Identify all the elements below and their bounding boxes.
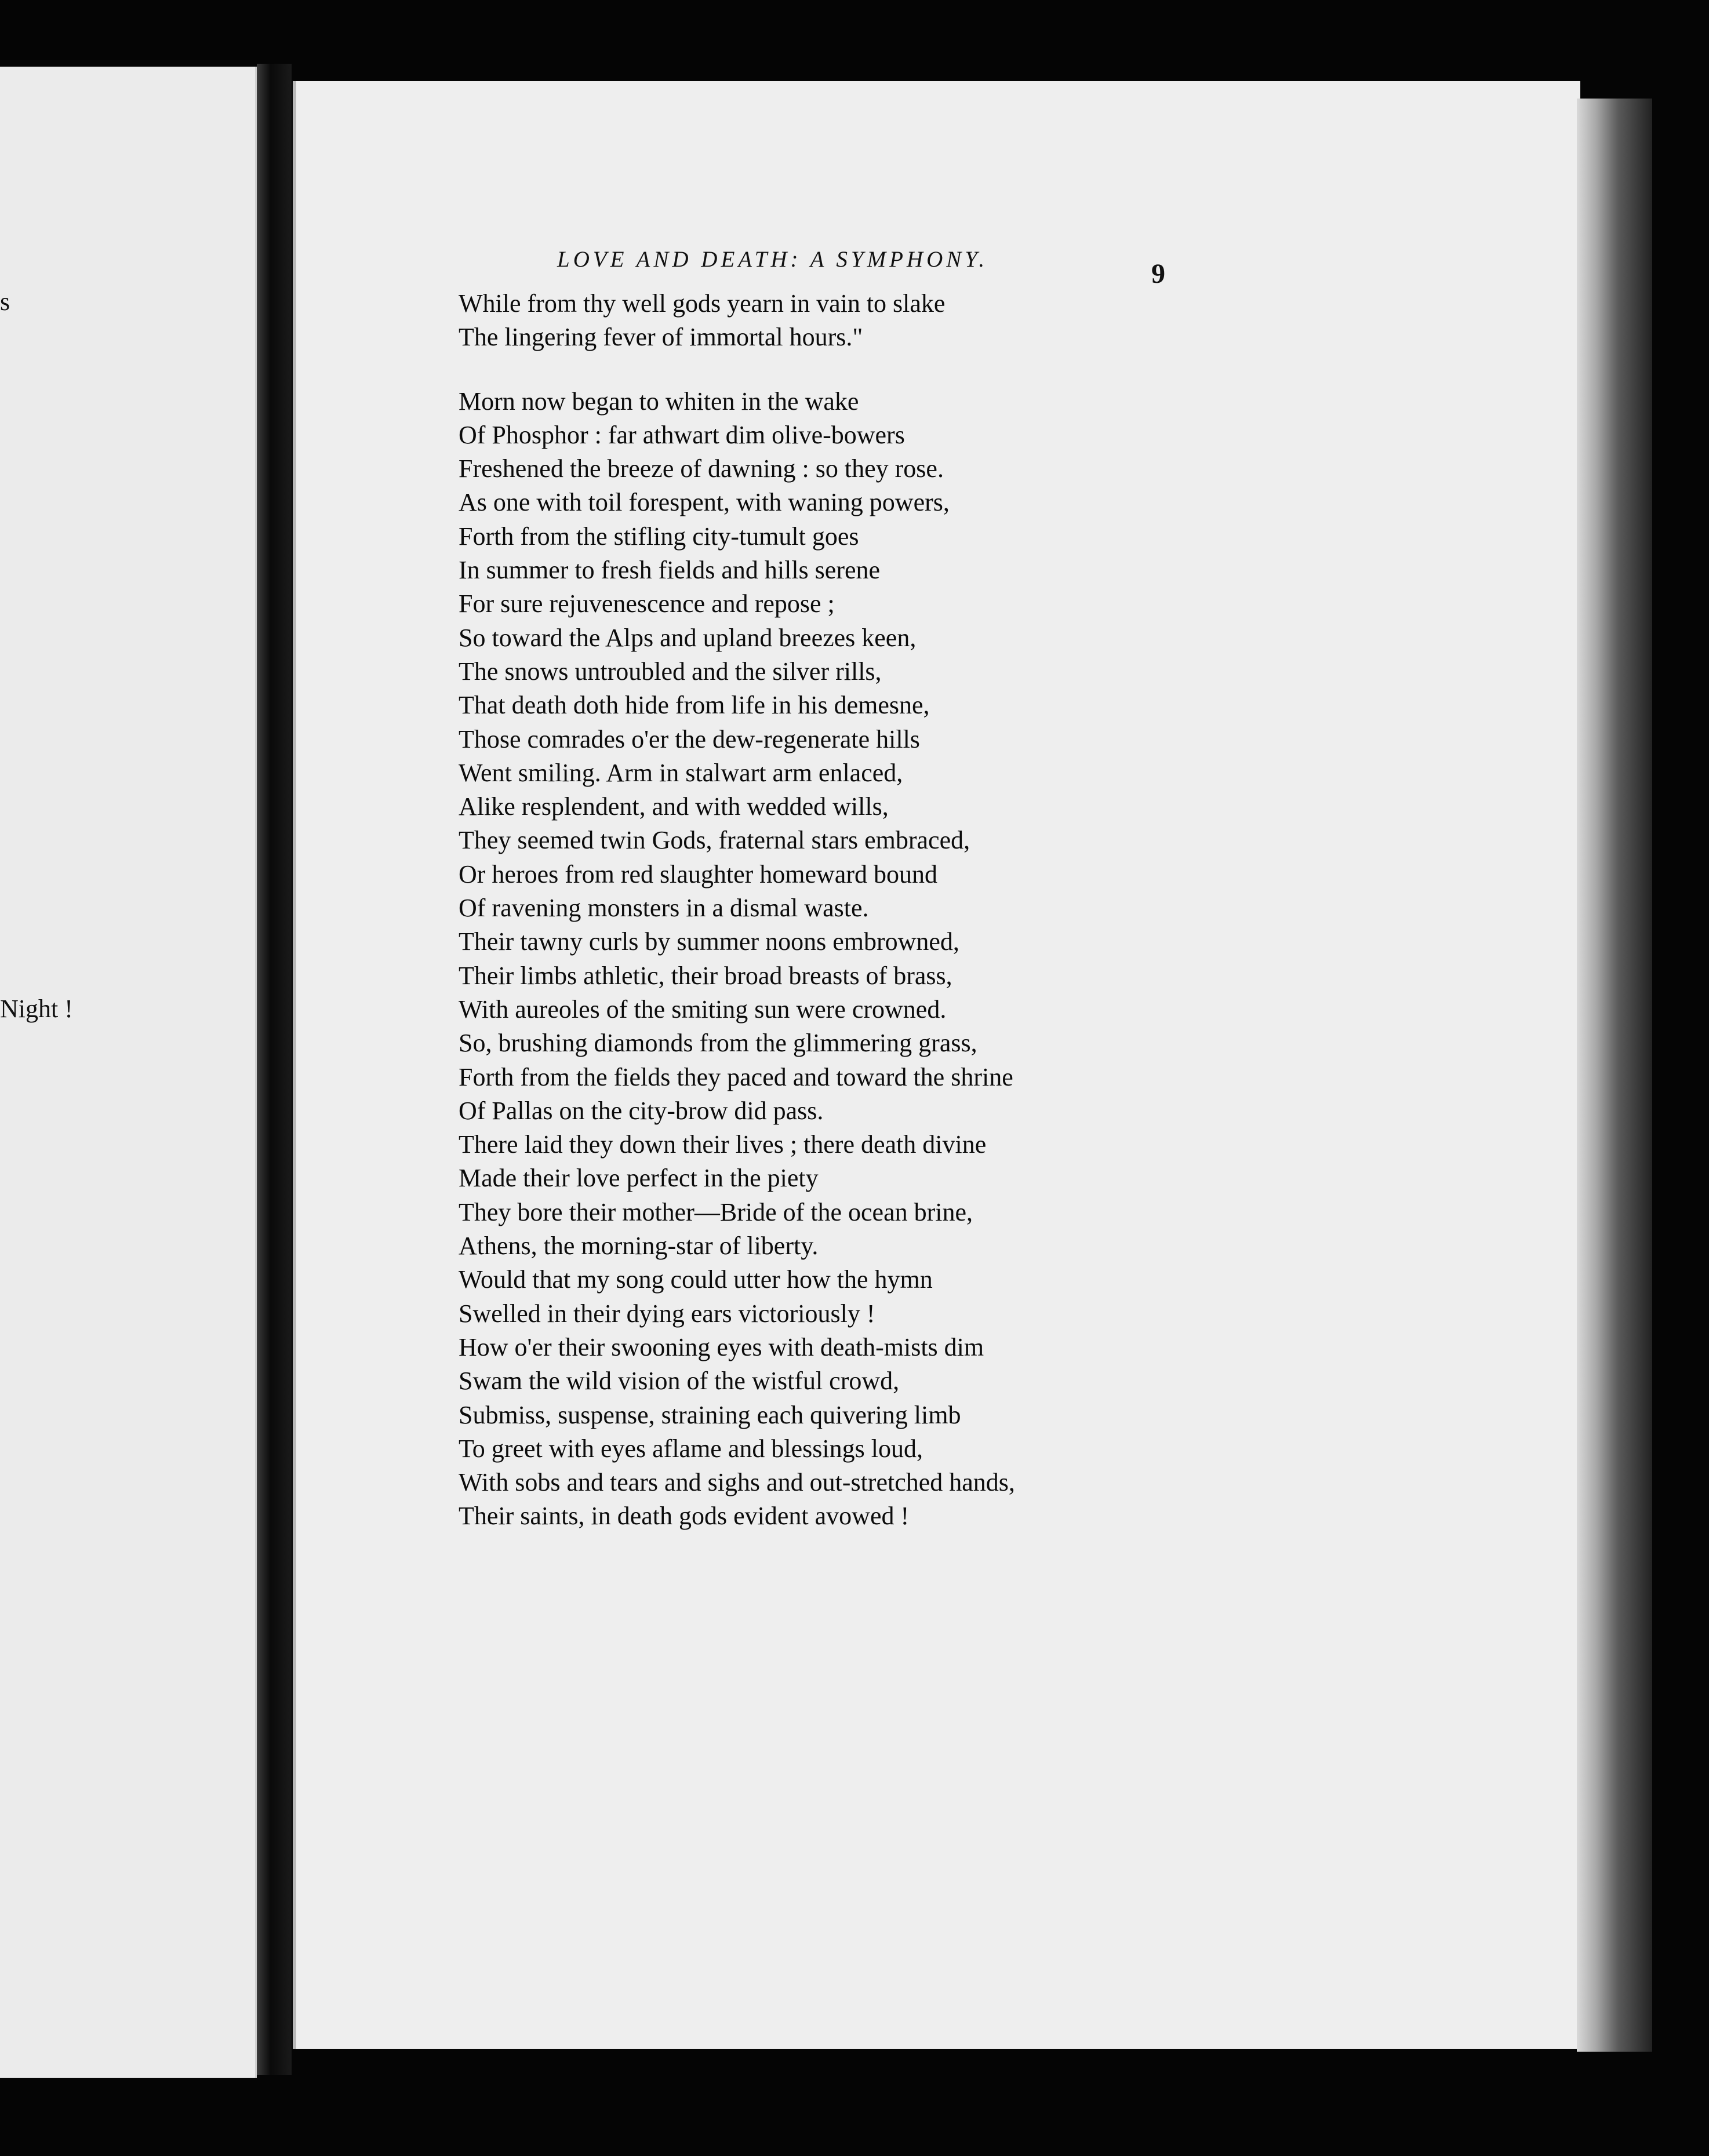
stanza bbox=[459, 385, 1502, 1534]
poem-line: Or heroes from red slaughter homeward bound bbox=[459, 860, 937, 888]
poem-line: In summer to fresh fields and hills serene bbox=[459, 556, 881, 585]
poem-line: Swam the wild vision of the wistful crowd, bbox=[459, 1367, 900, 1396]
poem-line: Freshened the breeze of dawning : so they rose. bbox=[459, 454, 944, 483]
poem-line: How o'er their swooning eyes with death-mists dim bbox=[459, 1332, 984, 1361]
poem-line: Athens, the morning-star of liberty. bbox=[459, 1232, 819, 1261]
poem-line: Went smiling. Arm in stalwart arm enlaced, bbox=[459, 758, 903, 787]
poem-line: To greet with eyes aflame and blessings loud, bbox=[459, 1434, 923, 1463]
poem-line: They bore their mother—Bride of the ocean brine, bbox=[459, 1197, 973, 1226]
poem-line: The lingering fever of immortal hours." bbox=[459, 323, 863, 352]
poem-line: Forth from the stifling city-tumult goes bbox=[459, 522, 859, 551]
poem-line: They seemed twin Gods, fraternal stars embraced, bbox=[459, 826, 970, 855]
poem-line: Would that my song could utter how the hymn bbox=[459, 1265, 933, 1294]
poem-line: With aureoles of the smiting sun were crowned. bbox=[459, 995, 947, 1024]
poem-line: As one with toil forespent, with waning powers, bbox=[459, 488, 950, 517]
poem-line: Of Phosphor : far athwart dim olive-bowers bbox=[459, 420, 905, 449]
poem-line: Those comrades o'er the dew-regenerate hills bbox=[459, 724, 920, 753]
poem-line: Of ravening monsters in a dismal waste. bbox=[459, 894, 869, 923]
poem-line: The snows untroubled and the silver rills, bbox=[459, 657, 882, 686]
poem-line: Their saints, in death gods evident avowed ! bbox=[459, 1502, 910, 1531]
poem-line: Submiss, suspense, straining each quivering limb bbox=[459, 1400, 961, 1429]
left-page-fragment: s bbox=[0, 287, 10, 316]
running-head: LOVE AND DEATH: A SYMPHONY. bbox=[557, 247, 988, 272]
poem-line: So, brushing diamonds from the glimmering grass, bbox=[459, 1029, 977, 1058]
poem-line: That death doth hide from life in his demesne, bbox=[459, 691, 930, 720]
left-page-fragment: Night ! bbox=[0, 995, 73, 1023]
poem-line: With sobs and tears and sighs and out-stretched hands, bbox=[459, 1468, 1015, 1497]
poem-text bbox=[459, 287, 1502, 1534]
poem-line: Their limbs athletic, their broad breasts of brass, bbox=[459, 961, 952, 990]
poem-line: Alike resplendent, and with wedded wills, bbox=[459, 792, 889, 821]
poem-line: Of Pallas on the city-brow did pass. bbox=[459, 1096, 824, 1125]
stanza bbox=[459, 287, 1502, 355]
poem-line: Swelled in their dying ears victoriously ! bbox=[459, 1299, 875, 1328]
poem-line: There laid they down their lives ; there death divine bbox=[459, 1130, 987, 1159]
poem-line: For sure rejuvenescence and repose ; bbox=[459, 589, 835, 618]
poem-line: So toward the Alps and upland breezes keen, bbox=[459, 623, 917, 652]
poem-line: Forth from the fields they paced and toward the shrine bbox=[459, 1062, 1013, 1091]
poem-line: While from thy well gods yearn in vain to slake bbox=[459, 289, 946, 318]
left-page bbox=[0, 67, 257, 2078]
page-edge bbox=[1577, 99, 1652, 2052]
poem-line: Their tawny curls by summer noons embrowned, bbox=[459, 927, 959, 956]
book-gutter bbox=[257, 64, 292, 2075]
right-page bbox=[293, 81, 1580, 2049]
poem-line: Made their love perfect in the piety bbox=[459, 1164, 819, 1193]
page-number: 9 bbox=[1151, 258, 1165, 289]
poem-line: Morn now began to whiten in the wake bbox=[459, 387, 859, 416]
